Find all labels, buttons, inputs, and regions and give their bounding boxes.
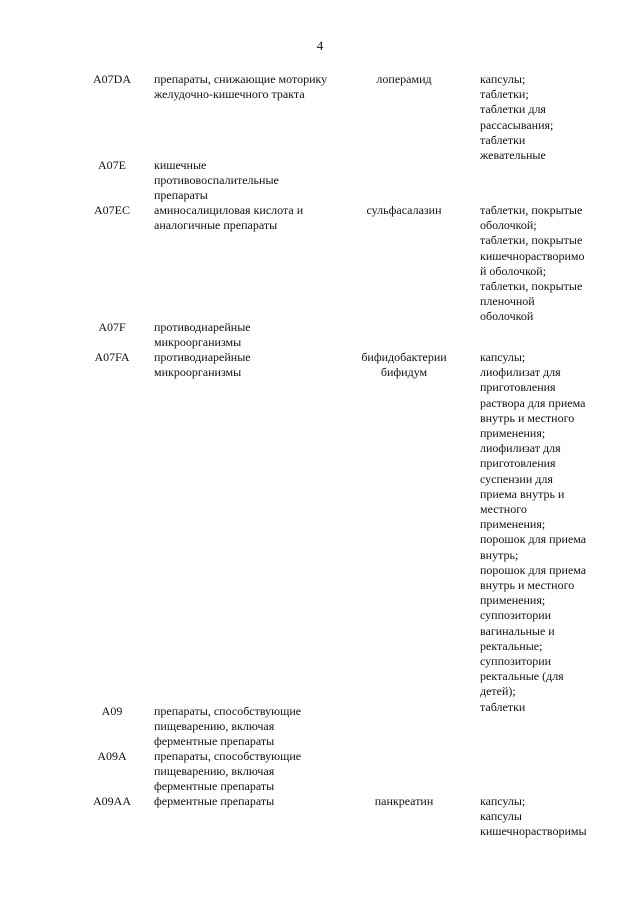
dosage-forms: таблетки, покрытые оболочкой; таблетки, покрытые кишечнорастворимо й оболочкой; таблетки, покрытые пленочной оболочкой	[480, 203, 585, 324]
atc-code: A07EC	[94, 203, 130, 217]
atc-code: A07DA	[93, 72, 131, 86]
page-number: 4	[316, 38, 324, 53]
group-name: препараты, способствующие пищеварению, включая ферментные препараты	[154, 749, 302, 794]
group-name: препараты, снижающие моторику желудочно-кишечного тракта	[154, 72, 328, 102]
group-name: противодиарейные микроорганизмы	[154, 350, 251, 380]
group-name: противодиарейные микроорганизмы	[154, 320, 251, 350]
group-name: препараты, способствующие пищеварению, включая ферментные препараты	[154, 704, 302, 749]
drug-name: панкреатин	[374, 794, 434, 808]
atc-code: A07FA	[94, 350, 130, 364]
drug-name: бифидобактерии бифидум	[361, 350, 447, 380]
group-name: ферментные препараты	[154, 794, 275, 808]
drug-name: сульфасалазин	[366, 203, 442, 217]
atc-code: A09	[101, 704, 123, 718]
dosage-forms: капсулы; лиофилизат для приготовления раствора для приема внутрь и местного применения; лиофилизат для приготовления суспензии для приема внутрь и местного применения; порошок для приема внутрь; порошок для приема внутрь и местного применения; суппозитории вагинальные и ректальные; суппозитории ректальные (для детей); таблетки	[480, 350, 587, 714]
atc-code: A09AA	[93, 794, 131, 808]
dosage-forms: капсулы; капсулы кишечнорастворимы	[480, 794, 587, 839]
dosage-forms: капсулы; таблетки; таблетки для рассасывания; таблетки жевательные	[480, 72, 554, 163]
atc-code: A07E	[98, 158, 126, 172]
drug-name: лоперамид	[376, 72, 432, 86]
atc-code: A09A	[97, 749, 127, 763]
group-name: аминосалициловая кислота и аналогичные препараты	[154, 203, 304, 233]
atc-code: A07F	[98, 320, 126, 334]
group-name: кишечные противовоспалительные препараты	[154, 158, 279, 203]
